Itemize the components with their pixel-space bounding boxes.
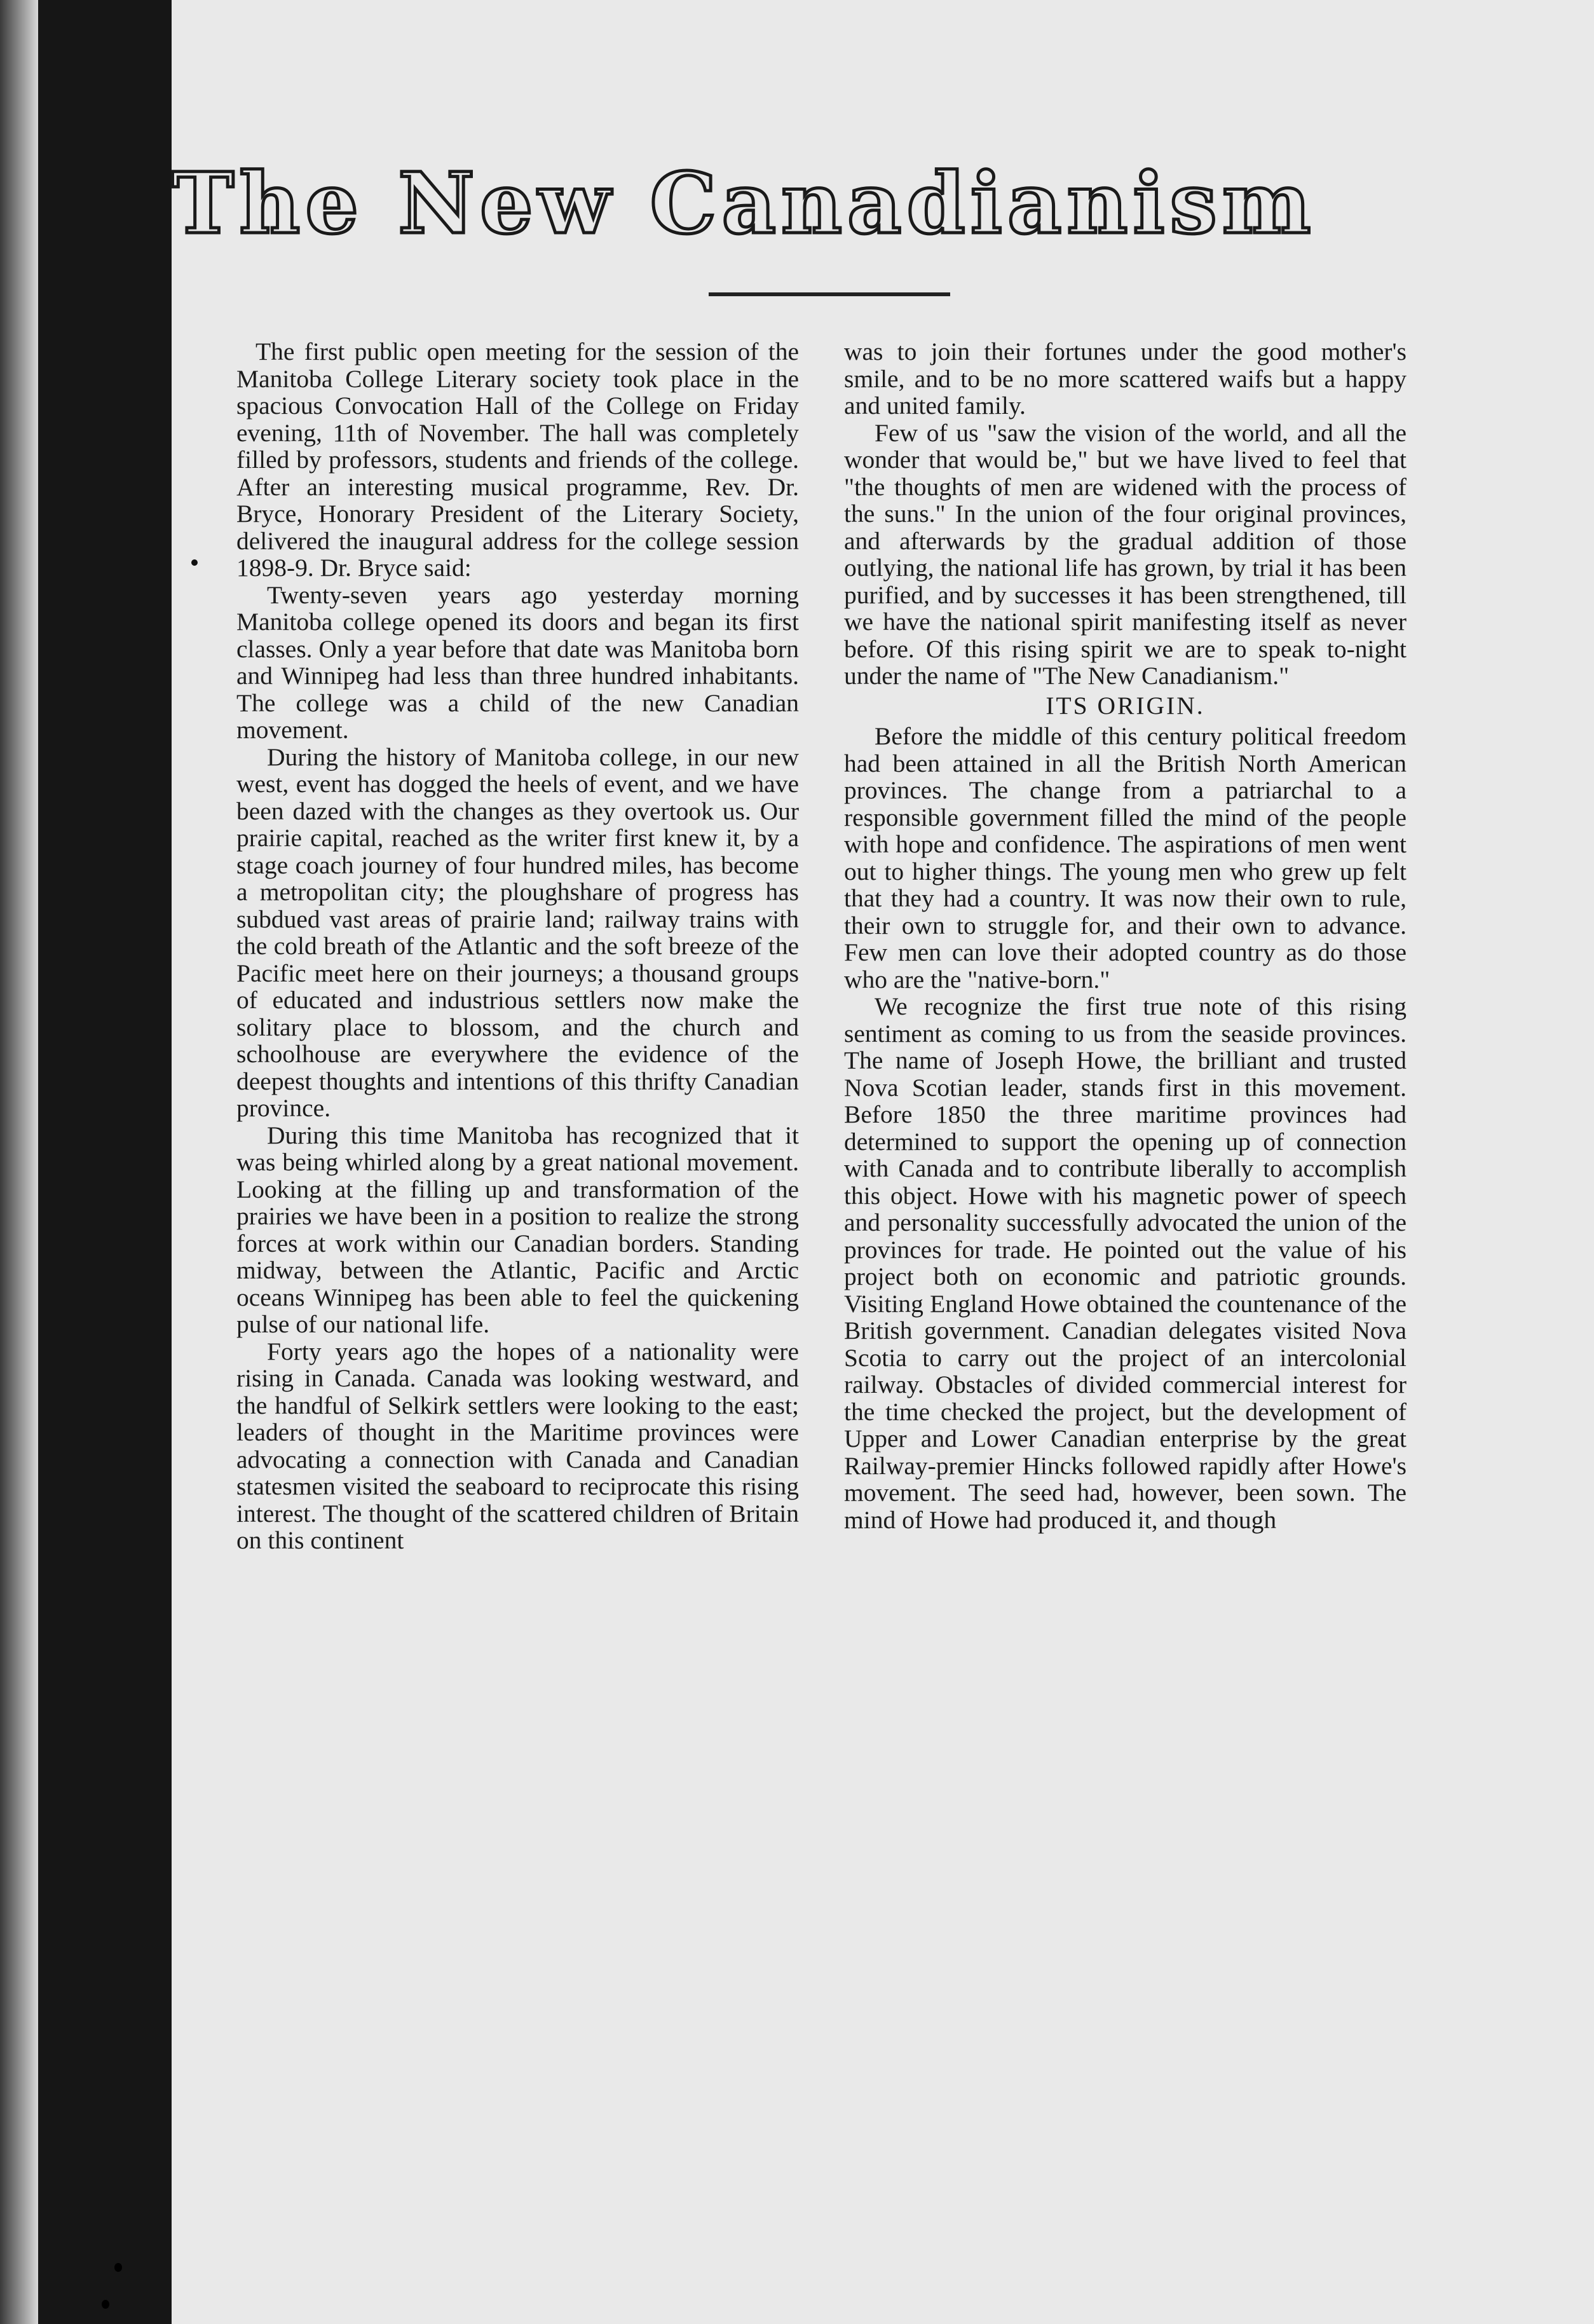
left-column [236, 338, 799, 2105]
right-column [844, 338, 1407, 2105]
ink-speck [102, 2300, 109, 2309]
paragraph: During the history of Manitoba college, in our new west, event has dogged the heels of event, and we have been dazed with the changes as they overtook us. Our prairie capital, reached as the writer first knew it, by a stage coach journey of four hundred miles, has become a metropolitan city; the ploughshare of progress has subdued vast areas of prairie land; railway trains with the cold breath of the Atlantic and the soft breeze of the Pacific meet here on their journeys; a thousand groups of educated and industrious settlers now make the solitary place to blossom, and the church and schoolhouse are everywhere the evidence of the deepest thoughts and intentions of this thrifty Canadian province. [236, 742, 799, 1122]
paragraph: Before the middle of this century political freedom had been attained in all the British North American provinces. The change from a patriarchal to a responsible government filled the mind of the people with hope and confidence. The aspirations of men went out to higher things. The young men who grew up felt that they had a country. It was now their own to rule, their own to struggle for, and their own to advance. Few men can love their adopted country as do those who are the "native-born." [844, 722, 1407, 994]
section-heading: ITS ORIGIN. [1046, 691, 1205, 720]
page-title: The New Canadianism [172, 154, 1316, 253]
page-gutter [0, 0, 38, 2324]
paragraph: The first public open meeting for the session of the Manitoba College Literary society took place in the spacious Convocation Hall of the College on Friday evening, 11th of November. The hall was completely filled by professors, students and friends of the college. After an interesting musical programme, Rev. Dr. Bryce, Honorary President of the Literary Society, delivered the inaugural address for the college session 1898-9. Dr. Bryce said: [236, 338, 799, 582]
paragraph: Forty years ago the hopes of a nationality were rising in Canada. Canada was looking westward, and the handful of Selkirk settlers were looking to the east; leaders of thought in the Maritime provinces were advocating a connection with Canada and Canadian statesmen visited the seaboard to reciprocate this rising interest. The thought of the scattered children of Britain on this continent [236, 1337, 799, 1554]
title-rule [709, 292, 950, 296]
paragraph: We recognize the first true note of this rising sentiment as coming to us from the seaside provinces. The name of Joseph Howe, the brilliant and trusted Nova Scotian leader, stands first in this movement. Before 1850 the three maritime provinces had determined to support the opening up of connection with Canada and to contribute liberally to accomplish this object. Howe with his magnetic power of speech and personality successfully advocated the union of the provinces for trade. He pointed out the value of his project both on economic and patriotic grounds. Visiting England Howe obtained the countenance of the British government. Canadian delegates visited Nova Scotia to carry out the project of an intercolonial railway. Obstacles of divided commercial interest for the time checked the project, but the development of Upper and Lower Canadian enterprise by the great Railway-premier Hincks followed rapidly after Howe's movement. The seed had, however, been sown. The mind of Howe had produced it, and though [844, 992, 1407, 1534]
ink-dot [191, 559, 198, 566]
paragraph: Twenty-seven years ago yesterday morning Manitoba college opened its doors and began its first classes. Only a year before that date was Manitoba born and Winnipeg had less than three hundred inhabitants. The college was a child of the new Canadian movement. [236, 580, 799, 744]
ink-speck [114, 2263, 122, 2272]
paragraph-continuation: was to join their fortunes under the good mother's smile, and to be no more scattered waifs but a happy and united family. [844, 338, 1407, 420]
paragraph: Few of us "saw the vision of the world, and all the wonder that would be," but we have lived to feel that "the thoughts of men are widened with the process of the suns." In the union of the four original provinces, and afterwards by the gradual addition of those outlying, the national life has grown, by trial it has been purified, and by successes it has been strengthened, till we have the national spirit manifesting itself as never before. Of this rising spirit we are to speak to-night under the name of "The New Canadianism." [844, 418, 1407, 690]
paragraph: During this time Manitoba has recognized that it was being whirled along by a great national movement. Looking at the filling up and transformation of the prairies we have been in a position to realize the strong forces at work within our Canadian borders. Standing midway, between the Atlantic, Pacific and Arctic oceans Winnipeg has been able to feel the quickening pulse of our national life. [236, 1121, 799, 1338]
